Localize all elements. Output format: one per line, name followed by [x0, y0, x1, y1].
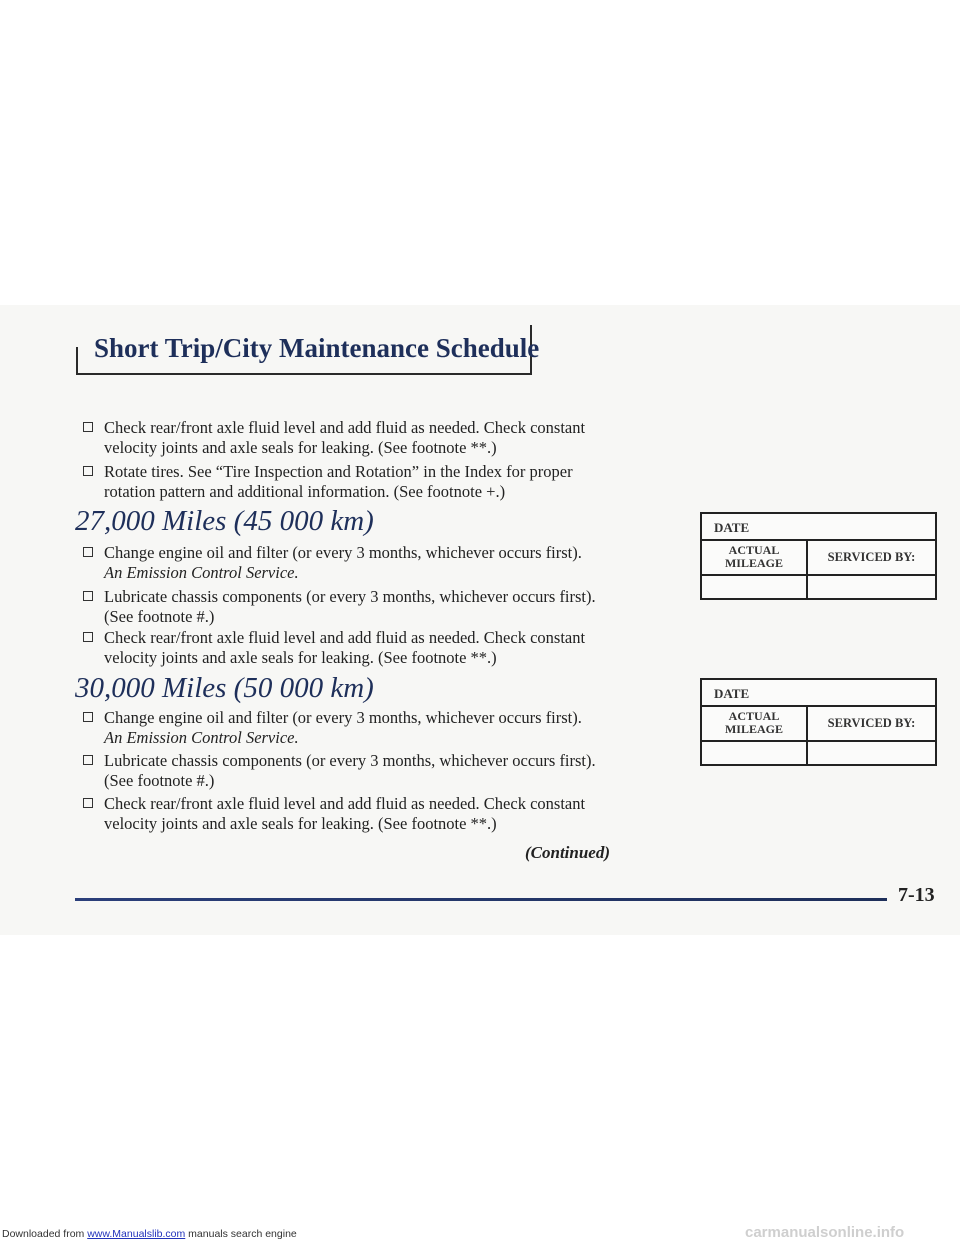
watermark: carmanualsonline.info [745, 1224, 905, 1241]
list-item: Check rear/front axle fluid level and add fluid as needed. Check constant velocity joints and axle seals for leaking. (See footnote **.) [83, 628, 585, 668]
service-record-box [700, 512, 937, 600]
download-header: Downloaded from www.Manualslib.com manuals search engine [2, 1228, 297, 1240]
date-label: DATE [714, 686, 750, 701]
serviced-by-label: SERVICED BY: [827, 716, 916, 730]
divider [702, 705, 935, 707]
list-item: Rotate tires. See “Tire Inspection and Rotation” in the Index for proper rotation pattern and additional information. (See footnote +.) [83, 462, 573, 502]
list-item: Change engine oil and filter (or every 3 months, whichever occurs first). An Emission Control Service. [83, 543, 582, 583]
page-title: Short Trip/City Maintenance Schedule [94, 333, 540, 363]
actual-mileage-label: ACTUAL MILEAGE [724, 709, 783, 736]
schedule-title-box [76, 325, 540, 375]
list-item: Check rear/front axle fluid level and add fluid as needed. Check constant velocity joints and axle seals for leaking. (See footnote **.) [83, 418, 585, 458]
section-heading: 27,000 Miles (45 000 km) [75, 505, 374, 537]
divider [702, 574, 935, 576]
checkbox[interactable] [83, 591, 93, 601]
checkbox[interactable] [83, 755, 93, 765]
checkbox[interactable] [83, 547, 93, 557]
service-record-box [700, 678, 937, 766]
checkbox[interactable] [83, 712, 93, 722]
list-item: Lubricate chassis components (or every 3 months, whichever occurs first). (See footnote #.) [83, 587, 596, 627]
divider [806, 705, 808, 764]
page-number: 7-13 [898, 884, 935, 906]
list-item: Change engine oil and filter (or every 3 months, whichever occurs first). An Emission Control Service. [83, 708, 582, 748]
checkbox[interactable] [83, 422, 93, 432]
list-item: Check rear/front axle fluid level and add fluid as needed. Check constant velocity joints and axle seals for leaking. (See footnote **.) [83, 794, 585, 834]
checkbox[interactable] [83, 632, 93, 642]
checkbox[interactable] [83, 466, 93, 476]
date-label: DATE [714, 520, 750, 535]
divider [806, 539, 808, 598]
actual-mileage-label: ACTUAL MILEAGE [724, 543, 783, 570]
list-item: Lubricate chassis components (or every 3 months, whichever occurs first). (See footnote #.) [83, 751, 596, 791]
continued-label: (Continued) [525, 843, 611, 862]
checkbox[interactable] [83, 798, 93, 808]
serviced-by-label: SERVICED BY: [827, 550, 916, 564]
divider [702, 539, 935, 541]
footer-rule [75, 898, 887, 901]
divider [702, 740, 935, 742]
section-heading: 30,000 Miles (50 000 km) [75, 672, 374, 704]
manualslib-link[interactable]: www.Manualslib.com [87, 1228, 186, 1240]
